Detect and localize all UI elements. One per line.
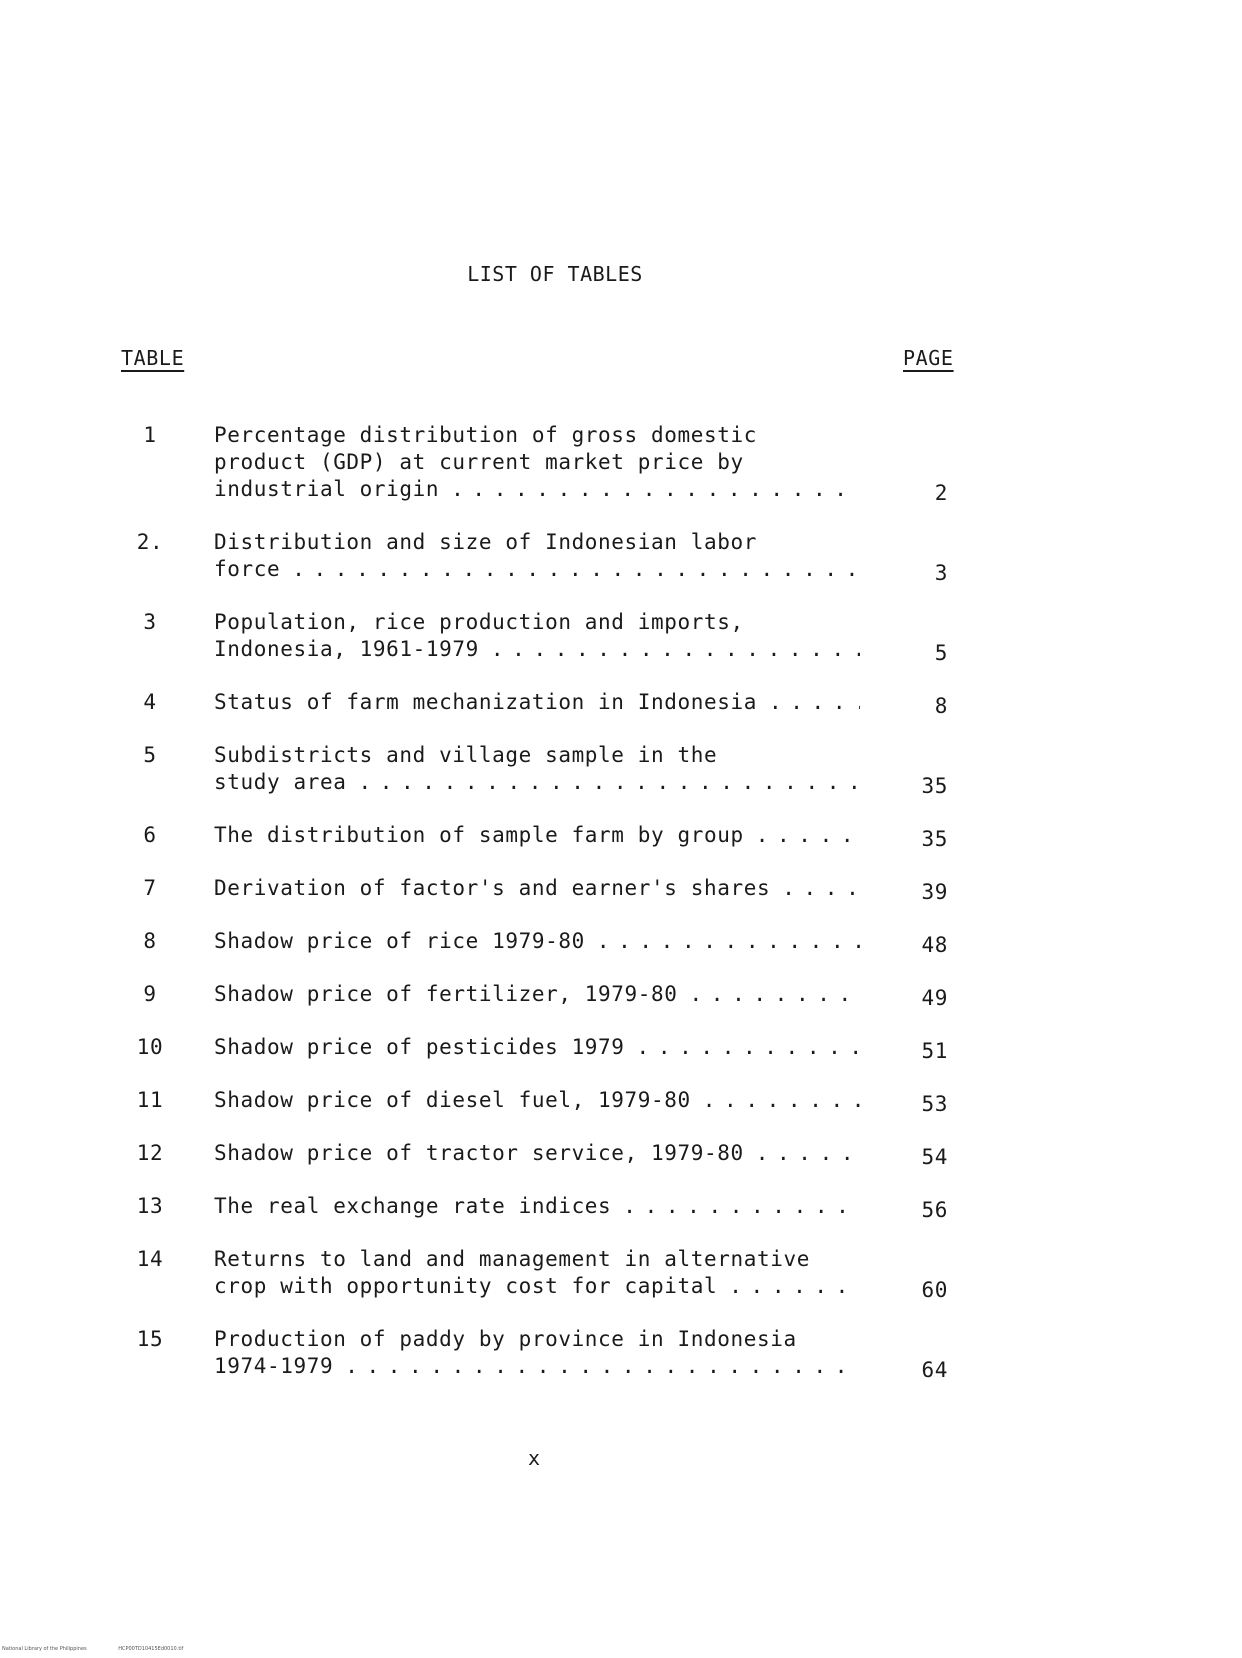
table-entry-caption — [214, 529, 860, 583]
table-entry-number: 4 — [143, 690, 157, 714]
scan-footer-library: National Library of the Philippines — [2, 1646, 87, 1652]
dot-leader — [597, 928, 860, 955]
table-entry-page: 49 — [921, 986, 948, 1010]
table-entry — [0, 875, 1242, 902]
caption-line-text: Derivation of factor's and earner's shares — [214, 876, 771, 900]
caption-line — [214, 609, 860, 636]
table-entry — [0, 822, 1242, 849]
dot-leader — [769, 689, 860, 716]
table-entry-number: 7 — [143, 876, 157, 900]
table-entry — [0, 422, 1242, 503]
table-entry-number: 14 — [136, 1247, 164, 1271]
caption-line-text: Shadow price of rice 1979-80 — [214, 929, 585, 953]
table-entry-number: 8 — [143, 929, 157, 953]
caption-line-text: Shadow price of diesel fuel, 1979-80 — [214, 1088, 691, 1112]
page-number: x — [528, 1446, 541, 1470]
table-entry-page: 3 — [934, 561, 948, 585]
caption-line — [214, 1087, 860, 1114]
dot-leader — [451, 476, 860, 503]
table-entry — [0, 1246, 1242, 1300]
caption-line-text: 1974-1979 — [214, 1354, 334, 1378]
table-entry-page: 5 — [934, 641, 948, 665]
page-title: LIST OF TABLES — [467, 262, 643, 286]
table-entry-number: 9 — [143, 982, 157, 1006]
caption-line-text: study area — [214, 770, 347, 794]
dot-leader — [358, 769, 860, 796]
table-entry-caption — [214, 822, 860, 849]
table-entry-caption — [214, 875, 860, 902]
caption-line — [214, 449, 860, 476]
table-entry-caption — [214, 422, 860, 503]
caption-line — [214, 742, 860, 769]
caption-line-text: The real exchange rate indices — [214, 1194, 612, 1218]
table-entry-number: 5 — [143, 743, 157, 767]
table-entry-caption — [214, 1326, 860, 1380]
dot-leader — [292, 556, 860, 583]
caption-line — [214, 689, 860, 716]
table-entry-page: 48 — [921, 933, 948, 957]
table-entry — [0, 1193, 1242, 1220]
dot-leader — [345, 1353, 860, 1380]
page-column-header: PAGE — [903, 346, 954, 370]
table-entry — [0, 1140, 1242, 1167]
table-entry-caption — [214, 689, 860, 716]
table-entry-number: 6 — [143, 823, 157, 847]
caption-line — [214, 422, 860, 449]
table-entry-caption — [214, 1193, 860, 1220]
table-entry-caption — [214, 1034, 860, 1061]
caption-line-text: industrial origin — [214, 477, 440, 501]
caption-line — [214, 1353, 860, 1380]
table-entry-caption — [214, 981, 860, 1008]
table-entry-number: 3 — [143, 610, 157, 634]
table-entry-page: 39 — [921, 880, 948, 904]
caption-line — [214, 1246, 860, 1273]
caption-line-text: crop with opportunity cost for capital — [214, 1274, 718, 1298]
caption-line-text: product (GDP) at current market price by — [214, 450, 744, 474]
dot-leader — [703, 1087, 860, 1114]
dot-leader — [690, 981, 860, 1008]
dot-leader — [782, 875, 860, 902]
caption-line-text: Shadow price of tractor service, 1979-80 — [214, 1141, 744, 1165]
caption-line-text: Indonesia, 1961-1979 — [214, 637, 479, 661]
caption-line — [214, 1034, 860, 1061]
dot-leader — [756, 1140, 860, 1167]
table-entry-number: 12 — [136, 1141, 164, 1165]
table-list — [0, 422, 1242, 1406]
table-entry-number: 13 — [136, 1194, 164, 1218]
table-entry-page: 60 — [921, 1278, 948, 1302]
caption-line-text: Status of farm mechanization in Indonesia — [214, 690, 757, 714]
caption-line — [214, 529, 860, 556]
table-entry-page: 35 — [921, 827, 948, 851]
scan-footer — [2, 1646, 183, 1652]
table-entry-number: 1 — [143, 423, 157, 447]
caption-line-text: Population, rice production and imports, — [214, 610, 744, 634]
caption-line — [214, 822, 860, 849]
dot-leader — [729, 1273, 860, 1300]
caption-line — [214, 1193, 860, 1220]
table-entry — [0, 529, 1242, 583]
dot-leader — [491, 636, 860, 663]
caption-line — [214, 928, 860, 955]
table-entry-page: 64 — [921, 1358, 948, 1382]
table-entry-number: 10 — [136, 1035, 164, 1059]
table-entry-number: 15 — [136, 1327, 164, 1351]
table-entry-caption — [214, 1087, 860, 1114]
dot-leader — [756, 822, 860, 849]
table-entry — [0, 928, 1242, 955]
caption-line-text: Subdistricts and village sample in the — [214, 743, 718, 767]
caption-line — [214, 636, 860, 663]
caption-line-text: Distribution and size of Indonesian labor — [214, 530, 757, 554]
table-entry-number: 2. — [136, 530, 164, 554]
caption-line-text: Shadow price of pesticides 1979 — [214, 1035, 625, 1059]
table-entry-page: 2 — [934, 481, 948, 505]
dot-leader — [623, 1193, 860, 1220]
caption-line-text: Percentage distribution of gross domestic — [214, 423, 757, 447]
table-entry-caption — [214, 609, 860, 663]
caption-line — [214, 875, 860, 902]
caption-line — [214, 769, 860, 796]
table-entry-page: 8 — [934, 694, 948, 718]
table-entry-page: 51 — [921, 1039, 948, 1063]
caption-line-text: Production of paddy by province in Indonesia — [214, 1327, 797, 1351]
table-entry — [0, 1326, 1242, 1380]
table-entry — [0, 609, 1242, 663]
table-entry-caption — [214, 1140, 860, 1167]
table-entry — [0, 742, 1242, 796]
caption-line — [214, 1326, 860, 1353]
dot-leader — [637, 1034, 860, 1061]
caption-line — [214, 1140, 860, 1167]
table-entry-page: 56 — [921, 1198, 948, 1222]
table-entry-caption — [214, 928, 860, 955]
caption-line-text: The distribution of sample farm by group — [214, 823, 744, 847]
table-entry-page: 54 — [921, 1145, 948, 1169]
caption-line-text: Returns to land and management in alternative — [214, 1247, 810, 1271]
table-entry — [0, 1087, 1242, 1114]
table-entry-page: 35 — [921, 774, 948, 798]
table-entry-caption — [214, 742, 860, 796]
table-entry-page: 53 — [921, 1092, 948, 1116]
table-entry — [0, 1034, 1242, 1061]
caption-line — [214, 981, 860, 1008]
table-entry-caption — [214, 1246, 860, 1300]
table-column-header: TABLE — [121, 346, 185, 370]
table-entry-number: 11 — [136, 1088, 164, 1112]
table-entry — [0, 981, 1242, 1008]
caption-line-text: Shadow price of fertilizer, 1979-80 — [214, 982, 678, 1006]
caption-line — [214, 556, 860, 583]
caption-line-text: force — [214, 557, 281, 581]
caption-line — [214, 476, 860, 503]
caption-line — [214, 1273, 860, 1300]
table-entry — [0, 689, 1242, 716]
scan-footer-file: HCP00TD10415Ed0010.tif — [118, 1646, 184, 1652]
